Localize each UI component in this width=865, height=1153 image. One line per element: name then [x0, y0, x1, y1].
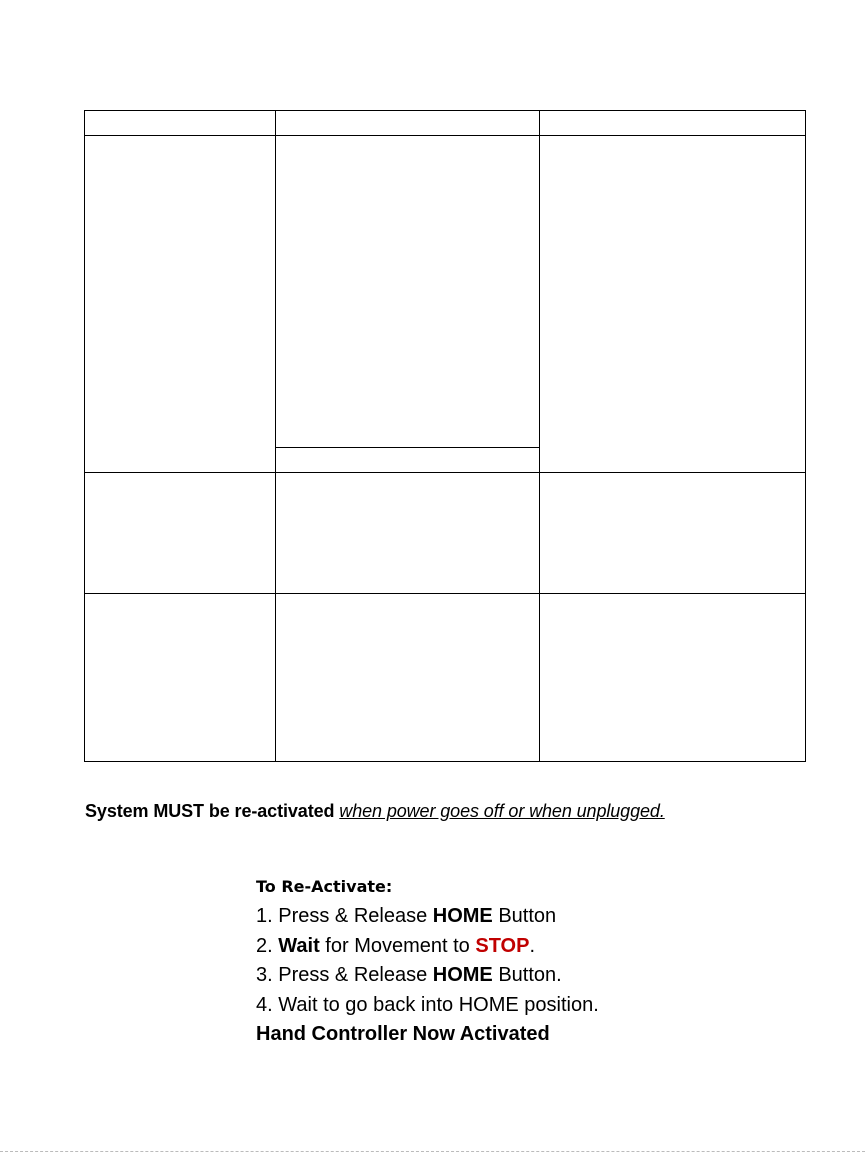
step-1-suffix: Button — [492, 905, 557, 927]
step-4-text: Wait to go back into HOME position. — [278, 993, 599, 1016]
table-right-border — [805, 110, 806, 761]
table-bottom-border — [84, 761, 806, 762]
step-3 — [256, 961, 756, 991]
step-1-home-keyword: HOME — [432, 905, 493, 927]
table-inner-cell-separator — [275, 447, 540, 448]
step-1 — [256, 902, 756, 932]
step-1-number: 1. — [256, 905, 279, 927]
reactivation-notice — [85, 801, 845, 822]
step-4-number: 4. — [256, 993, 279, 1016]
notice-prefix: System MUST be re-activated — [85, 801, 340, 821]
activated-message: Hand Controller Now Activated — [256, 1023, 550, 1045]
page-bottom-edge — [0, 1151, 865, 1152]
step-2-stop-keyword: STOP — [475, 934, 530, 957]
step-3-number: 3. — [256, 964, 279, 986]
step-2-number: 2. — [256, 934, 279, 957]
step-2-wait-keyword: Wait — [278, 934, 320, 957]
table-header-row-separator — [84, 135, 806, 136]
step-3-text: Press & Release — [278, 964, 433, 986]
step-3-suffix: Button. — [492, 964, 562, 986]
step-1-text: Press & Release — [278, 905, 433, 927]
step-3-home-keyword: HOME — [432, 964, 493, 986]
steps-heading: To Re-Activate: — [256, 877, 393, 896]
step-4 — [256, 991, 756, 1021]
table-left-border — [84, 110, 85, 761]
table-row-separator-2 — [84, 593, 806, 594]
step-2 — [256, 932, 756, 962]
reactivation-steps — [256, 875, 756, 1050]
notice-emphasis: when power goes off or when unplugged. — [339, 801, 665, 821]
table-col-separator-2 — [539, 110, 540, 761]
step-2-text: for Movement to — [319, 934, 476, 957]
table-col-separator-1 — [275, 110, 276, 761]
step-2-suffix: . — [529, 934, 536, 957]
table-row-separator-1 — [84, 472, 806, 473]
table-top-border — [84, 110, 806, 111]
